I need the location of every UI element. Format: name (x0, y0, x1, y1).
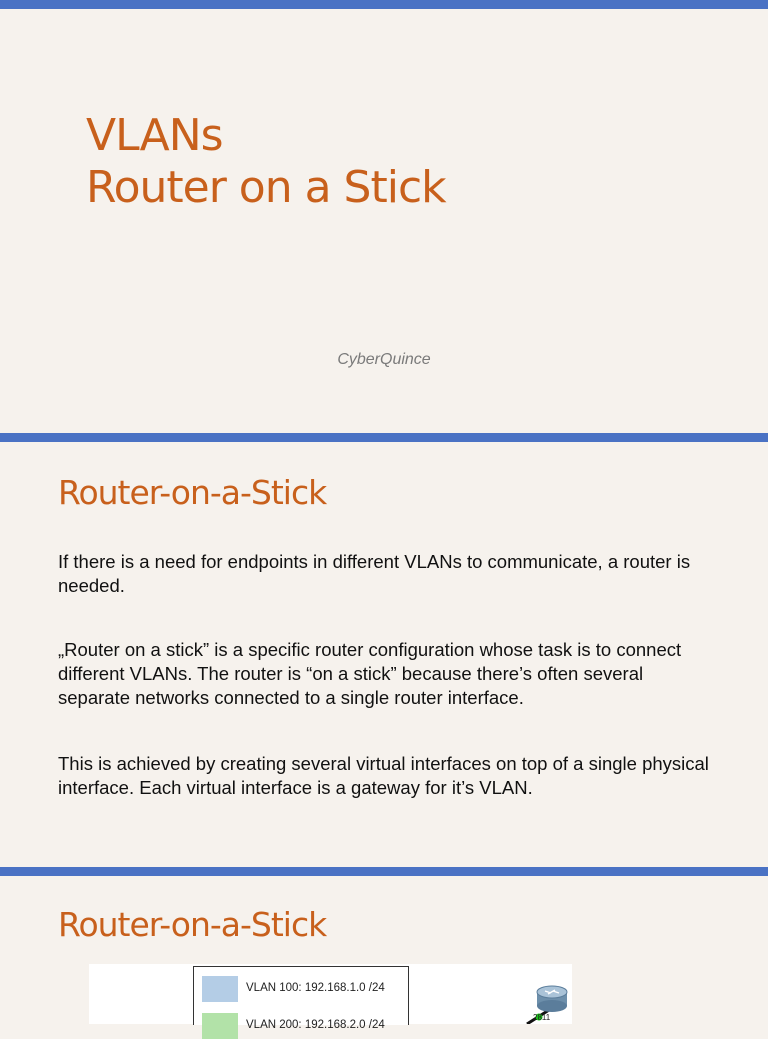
legend-label: VLAN 200: 192.168.2.0 /24 (246, 1019, 385, 1031)
legend-label: VLAN 100: 192.168.1.0 /24 (246, 982, 385, 994)
vlan-100-swatch (202, 976, 238, 1002)
vlan-legend (193, 966, 409, 1031)
slide-top-bar (0, 0, 768, 9)
paragraph-3: This is achieved by creating several virtual interfaces on top of a single physical interface. Each virtual interface is a gateway for it’s VLAN. (58, 753, 709, 798)
presentation-title (86, 110, 446, 214)
slide-top-bar (0, 433, 768, 442)
title-line-1: VLANs (86, 110, 223, 161)
slide-heading: Router-on-a-Stick (58, 473, 327, 512)
slide-router-on-a-stick-diagram (0, 867, 768, 1031)
slide-title (0, 0, 768, 433)
paragraph-2: „Router on a stick” is a specific router configuration whose task is to connect different VLANs. The router is “on a stick” because there’s often several separate networks connected to a single router interface. (58, 639, 682, 708)
vlan-200-swatch (202, 1013, 238, 1039)
paragraph-1: If there is a need for endpoints in different VLANs to communicate, a router is needed. (58, 551, 691, 596)
slide-router-on-a-stick-text (0, 433, 768, 867)
presentation-subtitle: CyberQuince (337, 351, 431, 368)
slide-heading: Router-on-a-Stick (58, 905, 327, 944)
slide-top-bar (0, 867, 768, 876)
router-label: 2811 (533, 1013, 551, 1022)
title-line-2: Router on a Stick (86, 162, 446, 213)
network-diagram (89, 964, 572, 1031)
